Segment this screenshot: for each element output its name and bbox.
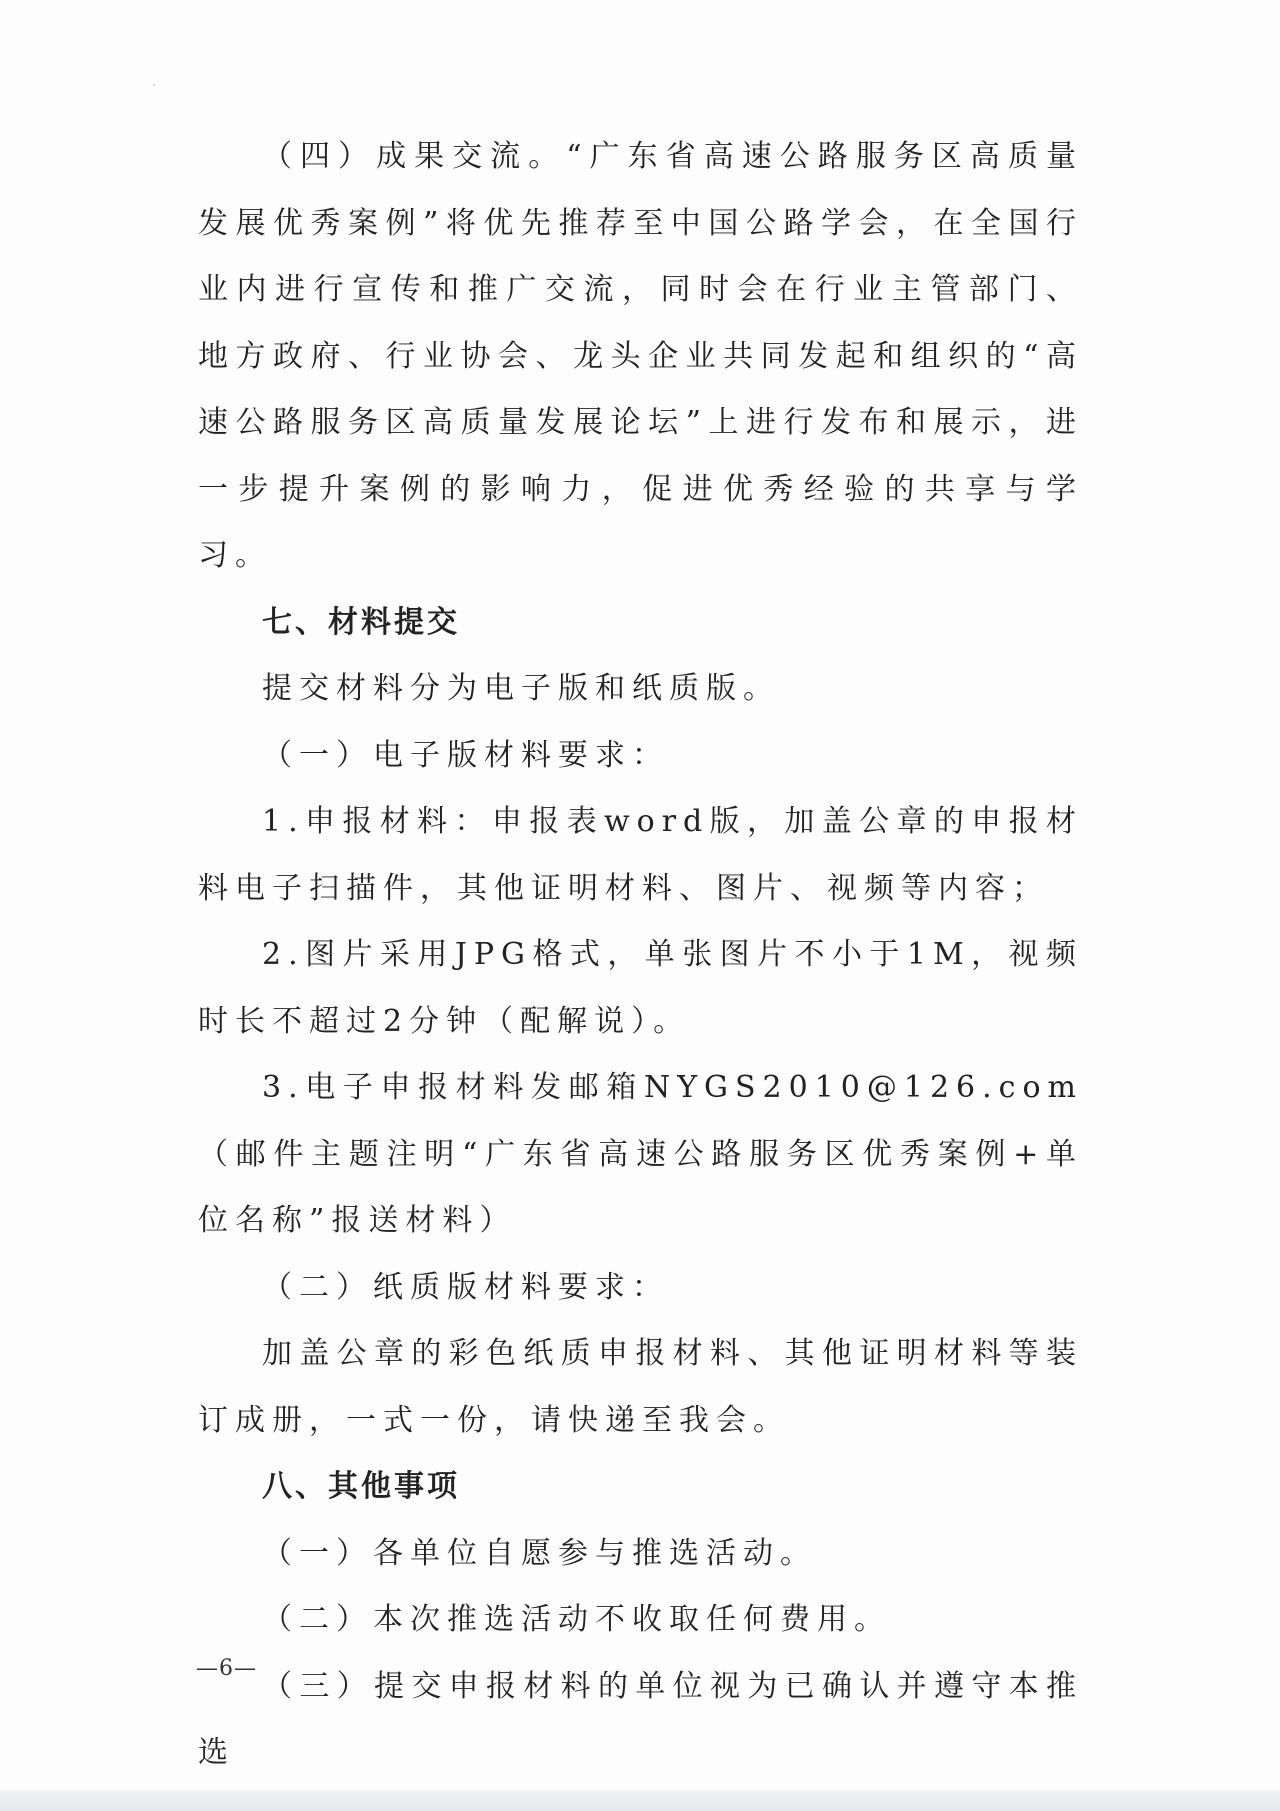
scan-speck <box>153 84 155 86</box>
paragraph-electronic-requirements-title: （一）电子版材料要求： <box>262 737 669 773</box>
paragraph-paper-requirements-title: （二）纸质版材料要求： <box>262 1269 669 1305</box>
paragraph-paper-requirements: 加盖公章的彩色纸质申报材料、其他证明材料等装订成册，一式一份，请快递至我会。 <box>198 1336 1083 1438</box>
paragraph-electronic-item-3: 3.电子申报材料发邮箱NYGS2010@126.com（邮件主题注明“广东省高速公路服务区优秀案例+单位名称”报送材料） <box>198 1070 1083 1238</box>
paragraph-other-item-2: （二）本次推选活动不收取任何费用。 <box>262 1602 891 1637</box>
section-heading-other-matters: 八、其他事项 <box>262 1469 460 1504</box>
document-body <box>198 124 1083 1787</box>
scan-bottom-edge <box>0 1790 1280 1811</box>
paragraph-electronic-item-2: 2.图片采用JPG格式，单张图片不小于1M，视频时长不超过2分钟（配解说）。 <box>198 937 1083 1039</box>
page-number: —6— <box>196 1656 257 1681</box>
section-heading-material-submission: 七、材料提交 <box>262 604 460 640</box>
paragraph-other-item-3: （三）提交申报材料的单位视为已确认并遵守本推选 <box>198 1668 1083 1770</box>
paragraph-material-types: 提交材料分为电子版和纸质版。 <box>262 671 780 706</box>
paragraph-other-item-1: （一）各单位自愿参与推选活动。 <box>262 1535 817 1571</box>
paragraph-electronic-item-1: 1.申报材料：申报表word版，加盖公章的申报材料电子扫描件，其他证明材料、图片、视频等内容； <box>198 804 1083 906</box>
paragraph-results-exchange: （四）成果交流。“广东省高速公路服务区高质量发展优秀案例”将优先推荐至中国公路学会，在全国行业内进行宣传和推广交流，同时会在行业主管部门、地方政府、行业协会、龙头企业共同发起和组织的“高速公路服务区高质量发展论坛”上进行发布和展示，进一步提升案例的影响力，促进优秀经验的共享与学习。 <box>198 139 1083 573</box>
